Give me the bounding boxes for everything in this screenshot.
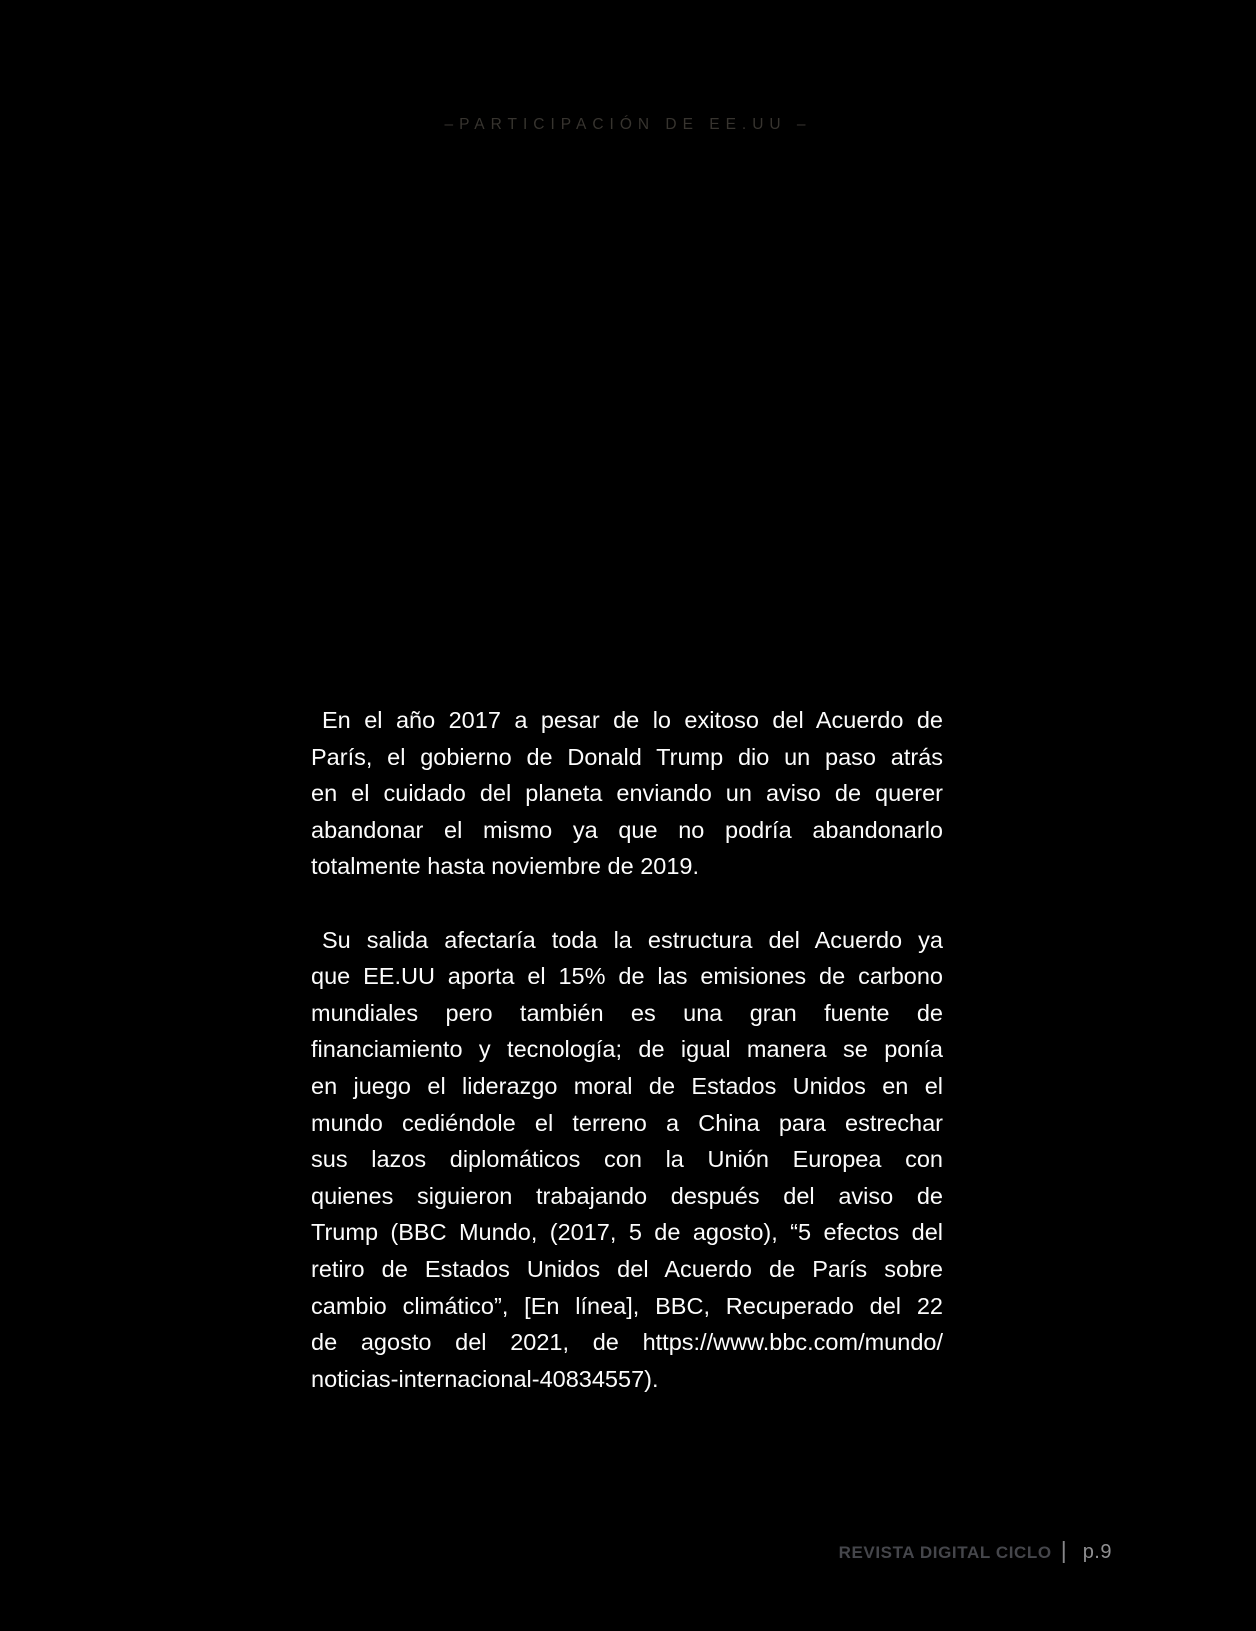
text-line: que EE.UU aporta el 15% de las emisiones de carbono — [311, 963, 943, 990]
section-title: –PARTICIPACIÓN DE EE.UU – — [444, 116, 812, 133]
text-line: quienes siguieron trabajando después del aviso de — [311, 1182, 943, 1209]
text-line: de agosto del 2021, de https://www.bbc.com/mundo/ — [311, 1329, 943, 1356]
text-line: totalmente hasta noviembre de 2019. — [311, 853, 700, 880]
text-line: En el año 2017 a pesar de lo exitoso del Acuerdo de — [322, 707, 943, 733]
text-line: mundiales pero también es una gran fuente de — [311, 999, 943, 1026]
text-line: en el cuidado del planeta enviando un aviso de querer — [311, 780, 943, 807]
footer-separator: | — [1060, 1537, 1067, 1563]
text-line: cambio climático”, [En línea], BBC, Recuperado del 22 — [311, 1292, 943, 1319]
text-line: Su salida afectaría toda la estructura del Acuerdo ya — [322, 926, 943, 953]
text-line: retiro de Estados Unidos del Acuerdo de París sobre — [311, 1255, 943, 1282]
text-line: Trump (BBC Mundo, (2017, 5 de agosto), “5 efectos del — [311, 1219, 943, 1246]
magazine-name: REVISTA DIGITAL CICLO — [838, 1543, 1052, 1562]
text-line: sus lazos diplomáticos con la Unión Europea con — [311, 1146, 943, 1173]
section-header — [0, 116, 1256, 134]
text-line: noticias-internacional-40834557). — [311, 1365, 659, 1392]
text-line: París, el gobierno de Donald Trump dio un paso atrás — [311, 743, 943, 770]
page-footer — [839, 1537, 1112, 1564]
paragraph-1 — [311, 702, 943, 885]
text-line: mundo cediéndole el terreno a China para estrechar — [311, 1109, 943, 1136]
text-line: en juego el liderazgo moral de Estados Unidos en el — [311, 1072, 943, 1099]
page-number: p.9 — [1082, 1541, 1112, 1563]
paragraph-2 — [311, 922, 943, 1398]
text-line: abandonar el mismo ya que no podría abandonarlo — [311, 816, 943, 843]
text-line: financiamiento y tecnología; de igual manera se ponía — [311, 1036, 943, 1063]
article-body — [311, 702, 943, 1397]
